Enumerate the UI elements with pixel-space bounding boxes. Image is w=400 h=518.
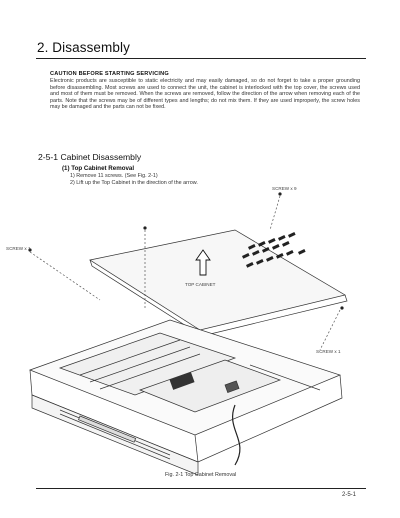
caution-heading: CAUTION BEFORE STARTING SERVICING (50, 71, 169, 77)
top-cabinet-lid (90, 230, 347, 336)
section-title: 2. Disassembly (37, 40, 130, 55)
callout-screws-top: SCREW x 9 (272, 186, 297, 191)
procedure-step: 1) Remove 11 screws. (See Fig. 2-1) (70, 173, 158, 179)
procedure-title: (1) Top Cabinet Removal (62, 165, 135, 172)
subsection-title: 2-5-1 Cabinet Disassembly (38, 152, 142, 162)
callout-screw-left: SCREW x 1 (6, 246, 31, 251)
footer-divider (36, 488, 366, 489)
top-cabinet-removal-drawing (20, 190, 365, 475)
callout-top-cabinet: TOP CABINET (185, 282, 216, 287)
page-number: 2-5-1 (342, 492, 357, 498)
procedure-step: 2) Lift up the Top Cabinet in the direction of the arrow. (70, 180, 198, 186)
figure-caption: Fig. 2-1 Top Cabinet Removal (165, 472, 237, 478)
title-divider (36, 58, 366, 59)
callout-screws-right: SCREW x 1 (316, 349, 341, 354)
caution-text: Electronic products are susceptible to static electricity and may easily damaged, so do not forget to take a proper grounding before disassembling. Most screws are used to connect the unit, the cabinet is interlocked with the top cover, the screws used and most of them must be removed. When the screws are removed, follow the direction of the arrow when removing each of the parts. Note that the screws may be of different types and lengths; do not mix them. If they are used improperly, the screw holes may be damaged and the parts can not be fixed. (50, 78, 360, 111)
chassis (30, 320, 342, 462)
